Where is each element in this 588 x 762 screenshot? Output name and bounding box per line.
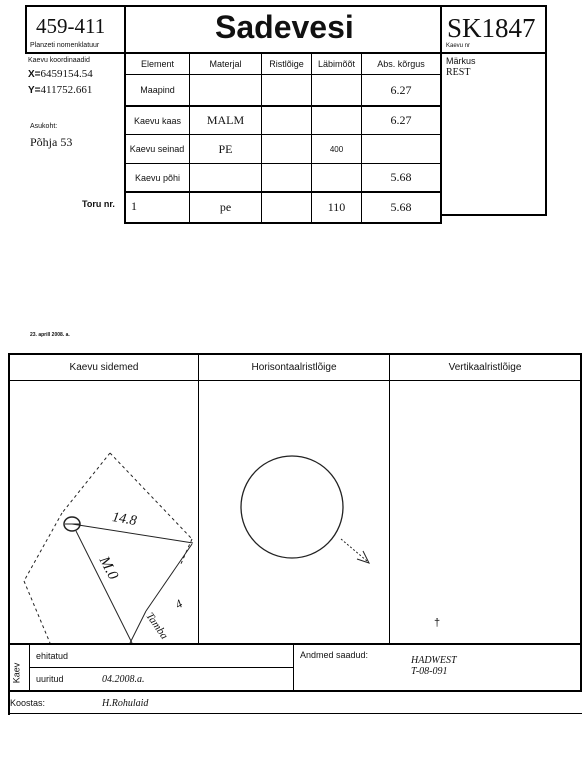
x-label: X=: [28, 69, 41, 80]
nomenclature-label: Planzeti nomenklatuur: [30, 42, 100, 49]
section-horizontal-title: Horisontaalristlõige: [251, 362, 337, 373]
compiled-label: Koostas:: [10, 698, 46, 708]
well-number: SK1847: [447, 13, 536, 43]
sketch-measure-4: Tamba: [143, 610, 171, 642]
row-height: 6.27: [390, 82, 412, 97]
section-connections-title: Kaevu sidemed: [69, 362, 139, 373]
row-element: Kaevu põhi: [134, 172, 181, 183]
remarks-value: REST: [446, 67, 471, 78]
date-note: 23. aprill 2008. a.: [30, 332, 70, 338]
pipe-diameter: 110: [327, 200, 346, 214]
address-label: Asukoht:: [30, 123, 58, 130]
row-diameter: 400: [329, 144, 344, 154]
connections-sketch: [10, 381, 198, 643]
horizontal-section-sketch: [199, 381, 389, 643]
col-header-diameter: Läbimõõt: [317, 59, 356, 69]
x-value: 6459154.54: [40, 68, 93, 80]
row-material: PE: [218, 141, 233, 156]
sketch-measure-1: 14.8: [110, 509, 138, 530]
row-element: Kaevu kaas: [133, 115, 182, 126]
col-header-element: Element: [140, 59, 175, 69]
surveyed-label: uuritud: [36, 674, 64, 684]
row-element: Maapind: [140, 85, 175, 95]
coords-label: Kaevu koordinaadid: [28, 57, 90, 64]
vertical-section-mark: †: [434, 617, 441, 629]
page-title: Sadevesi: [215, 9, 354, 45]
y-value: 411752.661: [40, 84, 93, 96]
col-header-material: Materjal: [209, 59, 242, 69]
pipe-height: 5.68: [390, 200, 412, 214]
surveyed-value: 04.2008.a.: [102, 674, 145, 685]
pipe-label: Toru nr.: [82, 199, 115, 209]
well-number-label: Kaevu nr: [446, 43, 471, 49]
remarks-label: Märkus: [446, 56, 476, 66]
y-label: Y=: [28, 85, 41, 96]
address-value: Põhja 53: [30, 135, 73, 149]
well-label: Kaev: [11, 662, 22, 684]
sketch-measure-3: 4: [172, 596, 185, 612]
row-material: MALM: [206, 113, 245, 127]
pipe-number: 1: [131, 199, 137, 213]
col-header-cross: Ristlõige: [269, 59, 304, 69]
data-from-value-2: T-08-091: [411, 666, 448, 677]
section-vertical-title: Vertikaalristlõige: [448, 362, 522, 373]
col-header-height: Abs. kõrgus: [377, 59, 425, 69]
row-height: 6.27: [390, 113, 412, 127]
x-coordinate: [28, 68, 93, 80]
built-label: ehitatud: [36, 651, 69, 661]
data-from-value-1: HADWEST: [411, 655, 457, 666]
sketch-measure-2: M.0: [95, 554, 121, 583]
row-height: 5.68: [390, 170, 412, 184]
nomenclature-number: 459-411: [36, 14, 106, 38]
compiled-value: H.Rohulaid: [102, 698, 149, 709]
row-element: Kaevu seinad: [129, 144, 185, 154]
data-from-label: Andmed saadud:: [300, 650, 369, 660]
pipe-material: pe: [219, 200, 232, 214]
y-coordinate: [28, 84, 92, 96]
